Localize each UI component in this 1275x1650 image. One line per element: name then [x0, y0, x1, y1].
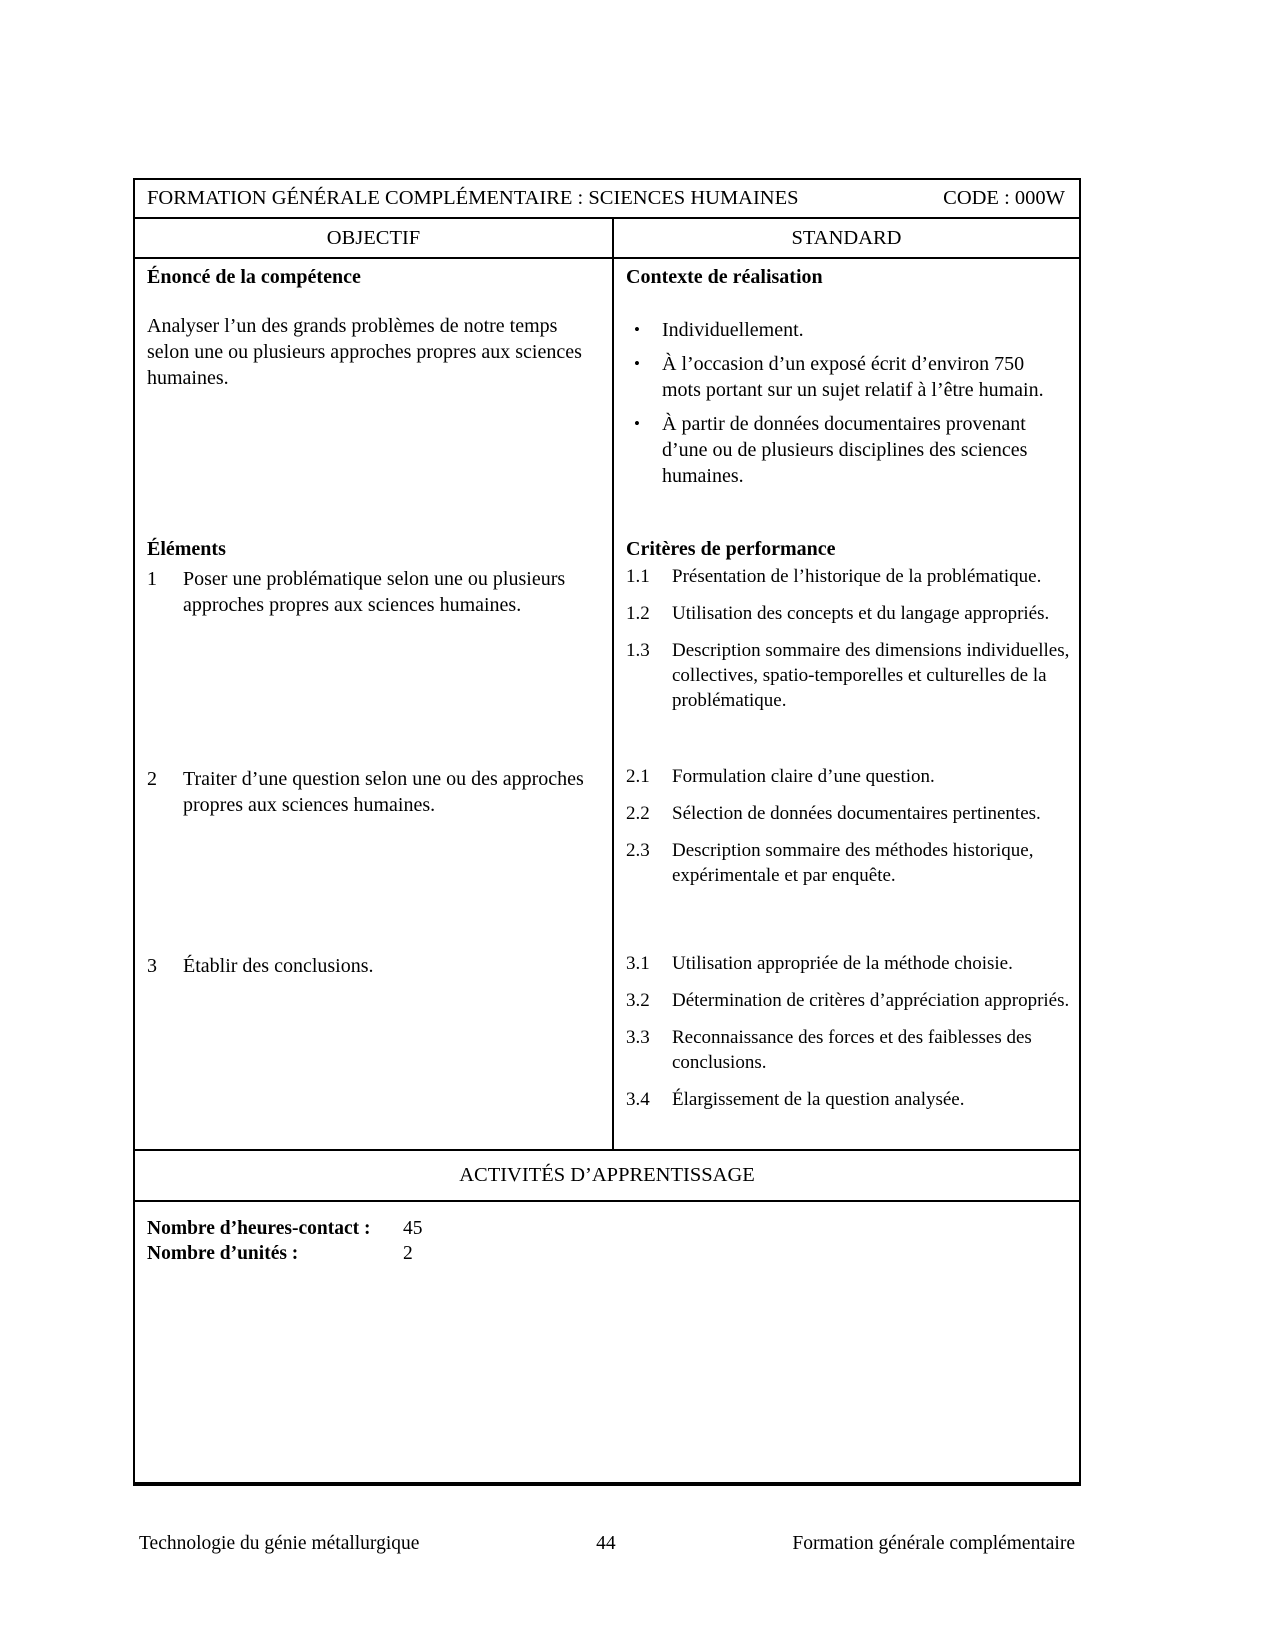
element-text: Établir des conclusions. — [183, 955, 374, 977]
critere-text: Utilisation des concepts et du langage appropriés. — [672, 603, 1050, 624]
footer-page-number: 44 — [596, 1533, 616, 1554]
criteres-heading: Critères de performance — [626, 538, 836, 560]
activites-heading: ACTIVITÉS D’APPRENTISSAGE — [459, 1164, 755, 1186]
meta-row — [147, 1216, 1069, 1241]
critere-text: Description sommaire des méthodes historique, expérimentale et par enquête. — [672, 840, 1034, 886]
enonce-text: Analyser l’un des grands problèmes de notre temps selon une ou plusieurs approches propres aux sciences humaines. — [147, 315, 582, 389]
critere-item — [626, 801, 1077, 826]
critere-text: Détermination de critères d’appréciation appropriés. — [672, 990, 1070, 1011]
table-header-row — [135, 180, 1079, 219]
element-item — [147, 564, 606, 618]
contexte-bullet-list — [626, 317, 1077, 489]
element-text: Traiter d’une question selon une ou des approches propres aux sciences humaines. — [183, 768, 584, 816]
critere-number: 1.1 — [626, 566, 650, 587]
enonce-cell — [135, 259, 614, 536]
critere-text: Reconnaissance des forces et des faiblesses des conclusions. — [672, 1027, 1032, 1073]
column-headers-row — [135, 219, 1079, 259]
criteres-group-3-cell — [614, 951, 1079, 1149]
page-footer — [133, 1533, 1081, 1555]
element-2-cell — [135, 764, 614, 951]
critere-number: 2.3 — [626, 840, 650, 861]
critere-text: Sélection de données documentaires pertinentes. — [672, 803, 1041, 824]
contexte-item-text: À l’occasion d’un exposé écrit d’environ 750 mots portant sur un sujet relatif à l’être humain. — [662, 353, 1044, 401]
contexte-item-text: Individuellement. — [662, 319, 804, 341]
elements-heading: Éléments — [147, 538, 226, 560]
critere-number: 3.1 — [626, 953, 650, 974]
element-item — [147, 951, 606, 979]
bullet-icon: • — [634, 320, 640, 339]
element-3-cell — [135, 951, 614, 1149]
element-number: 2 — [147, 768, 157, 790]
contexte-bullet-item — [626, 351, 1077, 403]
critere-item — [626, 601, 1077, 626]
criteres-group-2-cell — [614, 764, 1079, 951]
footer-right-text: Formation générale complémentaire — [792, 1533, 1075, 1554]
critere-item — [626, 838, 1077, 888]
activites-details — [135, 1202, 1079, 1482]
critere-text: Description sommaire des dimensions individuelles, collectives, spatio-temporelles et culturelles de la problématique. — [672, 640, 1070, 711]
element-item — [147, 764, 606, 818]
element-number: 1 — [147, 568, 157, 590]
critere-number: 3.4 — [626, 1089, 650, 1110]
critere-item — [626, 1025, 1077, 1075]
bullet-icon: • — [634, 414, 640, 433]
activites-heading-row — [135, 1151, 1079, 1202]
element-1-cell — [135, 564, 614, 764]
contexte-item-text: À partir de données documentaires provenant d’une ou de plusieurs disciplines des sciences humaines. — [662, 413, 1028, 487]
course-table — [133, 178, 1081, 1486]
bullet-icon: • — [634, 354, 640, 373]
critere-item — [626, 951, 1077, 976]
critere-number: 3.2 — [626, 990, 650, 1011]
critere-text: Élargissement de la question analysée. — [672, 1089, 965, 1110]
criteres-group-1-cell — [614, 564, 1079, 764]
criteres-heading-cell — [614, 536, 1079, 564]
element-number: 3 — [147, 955, 157, 977]
critere-number: 2.1 — [626, 766, 650, 787]
element-text: Poser une problématique selon une ou plusieurs approches propres aux sciences humaines. — [183, 568, 566, 616]
table-body — [135, 259, 1079, 1151]
critere-number: 1.3 — [626, 640, 650, 661]
contexte-bullet-item — [626, 317, 1077, 343]
meta-row — [147, 1241, 1069, 1266]
meta-value: 2 — [403, 1243, 413, 1264]
meta-label: Nombre d’unités : — [147, 1243, 299, 1264]
elements-heading-cell — [135, 536, 614, 564]
course-code: CODE : 000W — [943, 187, 1065, 209]
objectif-column-header: OBJECTIF — [135, 219, 614, 257]
critere-number: 1.2 — [626, 603, 650, 624]
critere-item — [626, 988, 1077, 1013]
critere-text: Présentation de l’historique de la problématique. — [672, 566, 1042, 587]
meta-value: 45 — [403, 1218, 423, 1239]
critere-item — [626, 764, 1077, 789]
course-title: FORMATION GÉNÉRALE COMPLÉMENTAIRE : SCIENCES HUMAINES — [147, 187, 799, 209]
standard-column-header: STANDARD — [791, 226, 902, 249]
enonce-heading: Énoncé de la compétence — [147, 266, 361, 288]
critere-item — [626, 564, 1077, 589]
contexte-bullet-item — [626, 411, 1077, 489]
critere-number: 2.2 — [626, 803, 650, 824]
meta-label: Nombre d’heures-contact : — [147, 1218, 371, 1239]
critere-text: Utilisation appropriée de la méthode choisie. — [672, 953, 1013, 974]
critere-text: Formulation claire d’une question. — [672, 766, 935, 787]
critere-item — [626, 638, 1077, 713]
footer-left-text: Technologie du génie métallurgique — [139, 1533, 420, 1554]
contexte-cell — [614, 259, 1079, 536]
critere-number: 3.3 — [626, 1027, 650, 1048]
contexte-heading: Contexte de réalisation — [626, 266, 823, 288]
critere-item — [626, 1087, 1077, 1112]
